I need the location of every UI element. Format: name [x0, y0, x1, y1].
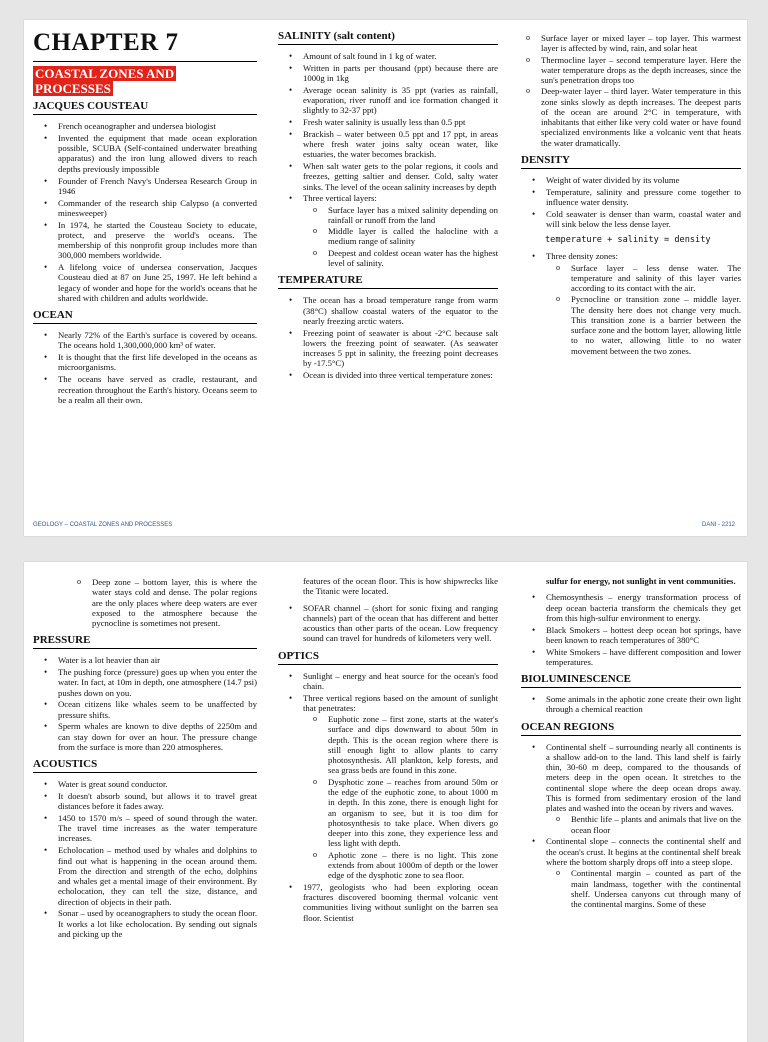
chapter-title: CHAPTER 7: [33, 28, 257, 62]
sub-item: o Middle layer is called the halocline with a medium range of salinity: [303, 226, 498, 247]
ocean-regions-list: [521, 742, 741, 910]
section-heading-cousteau: JACQUES COUSTEAU: [33, 100, 257, 115]
salinity-layers: [303, 205, 498, 269]
list-item: • 1977, geologists who had been exploring ocean fractures discovered booming thermal volcanic vent communities living without sunlight on the barren sea floor. Scientist: [278, 882, 498, 923]
list-item: • Ocean is divided into three vertical temperature zones:: [278, 370, 498, 380]
footer-right: DANI - 2212: [701, 522, 735, 528]
ocean-list: [33, 330, 257, 405]
list-item: • Amount of salt found in 1 kg of water.: [278, 51, 498, 61]
list-item-label: Continental slope – connects the continental shelf and the ocean's crust. It begins at the continental shelf break where the bottom sharply drops off into a steep slope.: [546, 836, 741, 868]
density-zones: [546, 263, 741, 356]
list-item: • Sperm whales are known to dive depths of 2250m and can stay down for over an hour. The pressure change from the surface is more than 220 atmospheres.: [33, 721, 257, 752]
sub-item: o Surface layer – less dense water. The temperature and salinity of this layer varies according to its contact with the air.: [546, 263, 741, 294]
sub-item: o Continental margin – counted as part of the main landmass, together with the continental shelf. Undersea canyons cut through many of the continental margins. Some of these: [546, 868, 741, 909]
list-item: • A lifelong voice of undersea conservation, Jacques Cousteau died at 87 on June 25, 1997. He left behind a legacy of wonder and hope for the world's oceans that he shared with children and adults worldwide.: [33, 262, 257, 303]
list-item: • Water is a lot heavier than air: [33, 655, 257, 665]
list-item: • Weight of water divided by its volume: [521, 175, 741, 185]
density-zones-continued: [67, 577, 257, 628]
list-item: • Water is great sound conductor.: [33, 779, 257, 789]
section-heading-ocean: OCEAN: [33, 309, 257, 324]
list-item: • Commander of the research ship Calypso (a converted minesweeper): [33, 198, 257, 219]
list-item-label: Three density zones:: [546, 251, 618, 262]
list-item: • Invented the equipment that made ocean exploration possible, SCUBA (Self-contained underwater breathing apparatus) and the iron lung allowed divers to reach depths previously impossible: [33, 133, 257, 174]
list-item: • Ocean citizens like whales seem to be unaffected by pressure shifts.: [33, 699, 257, 720]
salinity-list: [278, 51, 498, 268]
list-item: • Freezing point of seawater is about -2°C because salt lowers the freezing point of seawater. (As seawater increases 5 ppt in salinity, the freezing point decreases by -17.5°C): [278, 328, 498, 369]
density-zones-list: [521, 251, 741, 356]
list-item: • The oceans have served as cradle, restaurant, and recreation throughout the Earth's history. Oceans seem to be a realm all their own.: [33, 374, 257, 405]
column-2: [278, 30, 498, 382]
continued-text: features of the ocean floor. This is how shipwrecks like the Titanic were located.: [303, 576, 498, 597]
list-item: • Cold seawater is denser than warm, coastal water and will sink below the less dense layer.: [521, 209, 741, 230]
list-item: • It is thought that the first life developed in the oceans as microorganisms.: [33, 352, 257, 373]
sub-item: o Dysphotic zone – reaches from around 50m or the edge of the euphotic zone, to about 1000 m in depth. In this zone, there is enough light for an organism to see, but it is too dim for photosynthesis to take place. When divers go deeper into this zone, they experience less and less light with depth.: [303, 777, 498, 849]
column-3: [521, 32, 741, 358]
bioluminescence-list: [521, 694, 741, 715]
list-item: • Founder of French Navy's Undersea Research Group in 1946: [33, 176, 257, 197]
column-1: [33, 576, 257, 941]
density-formula: temperature + salinity = density: [545, 235, 711, 246]
section-heading-density: DENSITY: [521, 154, 741, 169]
list-item: • It doesn't absorb sound, but allows it to travel great distances before it fades away.: [33, 791, 257, 812]
sub-item: o Pycnocline or transition zone – middle layer. The density here does not change very much. This transition zone is a barrier between the surface zone and the bottom layer, allowing little to no water, allowing little to no water movement between the two zones.: [546, 294, 741, 356]
slope-subitems: [546, 868, 741, 909]
column-1: [33, 28, 257, 407]
cousteau-list: [33, 121, 257, 303]
list-item: • Average ocean salinity is 35 ppt (varies as rainfall, evaporation, river runoff and ice formation changed it slightly to 32-37 ppt): [278, 85, 498, 116]
list-item: • 1450 to 1570 m/s – speed of sound through the water. The travel time increases as the water temperature increases.: [33, 813, 257, 844]
acoustics-list: [33, 779, 257, 939]
sub-item: o Deep-water layer – third layer. Water temperature in this zone sinks slowly as depth increases. The deepest parts of the ocean are around 2°C in temperature, with inhabitants that either like very cold water or have found specialized environments like a volcanic vent that heats the water dramatically.: [521, 86, 741, 148]
sub-item: o Deepest and coldest ocean water has the highest level of salinity.: [303, 248, 498, 269]
sub-item: o Surface layer has a mixed salinity depending on rainfall or runoff from the land: [303, 205, 498, 226]
temperature-zones: [521, 33, 741, 148]
list-item: [278, 693, 498, 881]
section-heading-pressure: PRESSURE: [33, 634, 257, 649]
list-item: [278, 193, 498, 268]
sub-item: o Deep zone – bottom layer, this is where the water stays cold and dense. The polar regions are the only places where deep waters are ever exposed to the atmosphere because the pycnocline is sometimes not present.: [67, 577, 257, 628]
list-item: [521, 251, 741, 356]
list-item: • The ocean has a broad temperature range from warm (38°C) shallow coastal waters of the equator to the nearly freezing arctic waters.: [278, 295, 498, 326]
list-item: • SOFAR channel – (short for sonic fixing and ranging channels) part of the ocean that has different and better acoustics than other parts of the ocean. Low frequency sound can travel for hundreds of kilometers very well.: [278, 603, 498, 644]
column-3: [521, 576, 741, 911]
list-item: • Written in parts per thousand (ppt) because there are 1000g in 1kg: [278, 63, 498, 84]
temperature-list: [278, 295, 498, 380]
optics-zones: [303, 714, 498, 880]
page-one: [24, 20, 747, 536]
sub-item: o Benthic life – plants and animals that live on the ocean floor: [546, 814, 741, 835]
sofar-list: [278, 603, 498, 644]
footer-left: GEOLOGY – COASTAL ZONES AND PROCESSES: [33, 522, 173, 528]
shelf-subitems: [546, 814, 741, 835]
sub-item: o Euphotic zone – first zone, starts at the water's surface and dips downward to about 50m in depth. This is the ocean region where there is still enough light to allow plants to carry photosynthesis. All plankton, kelp forests, and sea grass beds are found in this zone.: [303, 714, 498, 776]
list-item: • Some animals in the aphotic zone create their own light through a chemical reaction: [521, 694, 741, 715]
sub-item: o Surface layer or mixed layer – top layer. This warmest layer is affected by wind, rain, and solar heat: [521, 33, 741, 54]
sub-item: o Aphotic zone – there is no light. This zone extends from about 1000m of depth or the lower edge of the dysphotic zone to sea floor.: [303, 850, 498, 881]
list-item: • Black Smokers – hottest deep ocean hot springs, have been known to reach temperatures of 380°C: [521, 625, 741, 646]
section-heading-optics: OPTICS: [278, 650, 498, 665]
list-item: • The pushing force (pressure) goes up when you enter the water. In fact, at 10m in depth, one atmosphere (14.7 psi) pushes down on you.: [33, 667, 257, 698]
sub-item: o Thermocline layer – second temperature layer. Here the water temperature drops as the depth increases, since the sun's penetration drops too: [521, 55, 741, 86]
list-item: • French oceanographer and undersea biologist: [33, 121, 257, 131]
page-two: [24, 562, 747, 1042]
list-item: • White Smokers – have different composition and lower temperatures.: [521, 647, 741, 668]
list-item: • Sonar – used by oceanographers to study the ocean floor. It works a lot like echolocation. By sending out signals and picking up the: [33, 908, 257, 939]
continued-text: sulfur for energy, not sunlight in vent communities.: [546, 576, 736, 586]
section-heading-temperature: TEMPERATURE: [278, 274, 498, 289]
list-item: • Fresh water salinity is usually less than 0.5 ppt: [278, 117, 498, 127]
section-heading-salinity: SALINITY (salt content): [278, 30, 498, 45]
list-item: • Temperature, salinity and pressure come together to influence water density.: [521, 187, 741, 208]
list-item-label: Three vertical layers:: [303, 193, 377, 204]
list-item: • Chemosynthesis – energy transformation process of deep ocean bacteria transform the chemicals they get from this high-sulfur environment to energy.: [521, 592, 741, 623]
column-2: [278, 576, 498, 924]
chapter-subtitle: COASTAL ZONES AND PROCESSES: [35, 65, 175, 97]
list-item: [521, 742, 741, 835]
section-heading-ocean-regions: OCEAN REGIONS: [521, 721, 741, 736]
list-item: • When salt water gets to the polar regions, it cools and freezes, getting saltier and denser. Cold, salty water sinks. The level of the ocean salinity increases by depth: [278, 161, 498, 192]
list-item: [521, 836, 741, 909]
list-item-label: Three vertical regions based on the amount of sunlight that penetrates:: [303, 692, 498, 713]
vent-list: [521, 592, 741, 667]
section-heading-bioluminescence: BIOLUMINESCENCE: [521, 673, 741, 688]
list-item: • Sunlight – energy and heat source for the ocean's food chain.: [278, 671, 498, 692]
list-item: • In 1974, he started the Cousteau Society to educate, protect, and preserve the world's oceans. The membership of this nonprofit group includes more than 300,000 members worldwide.: [33, 220, 257, 261]
section-heading-acoustics: ACOUSTICS: [33, 758, 257, 773]
list-item: • Nearly 72% of the Earth's surface is covered by oceans. The oceans hold 1,300,000,000 km³ of water.: [33, 330, 257, 351]
list-item: • Echolocation – method used by whales and dolphins to find out what is happening in the ocean around them. From the direction and strength of the echo, dolphins and whales get a mental image of their environment. By echolocation, they can tell the size, distance, and direction of objects in their path.: [33, 845, 257, 907]
optics-list: [278, 671, 498, 923]
pressure-list: [33, 655, 257, 752]
list-item: • Brackish – water between 0.5 ppt and 17 ppt, in areas where fresh water joins salty ocean water, like estuaries, the water becomes brackish.: [278, 129, 498, 160]
density-list: [521, 175, 741, 229]
list-item-label: Continental shelf – surrounding nearly all continents is a shallow add-on to the land. This land shelf is fairly thin, 30-60 m deep, compared to the thousands of meters deep in the open ocean. It stretches to the continental slope where the deep ocean drops away. This is formed from sedimentary erosion of the land plates and washed into the ocean by rivers and waves.: [546, 741, 741, 814]
